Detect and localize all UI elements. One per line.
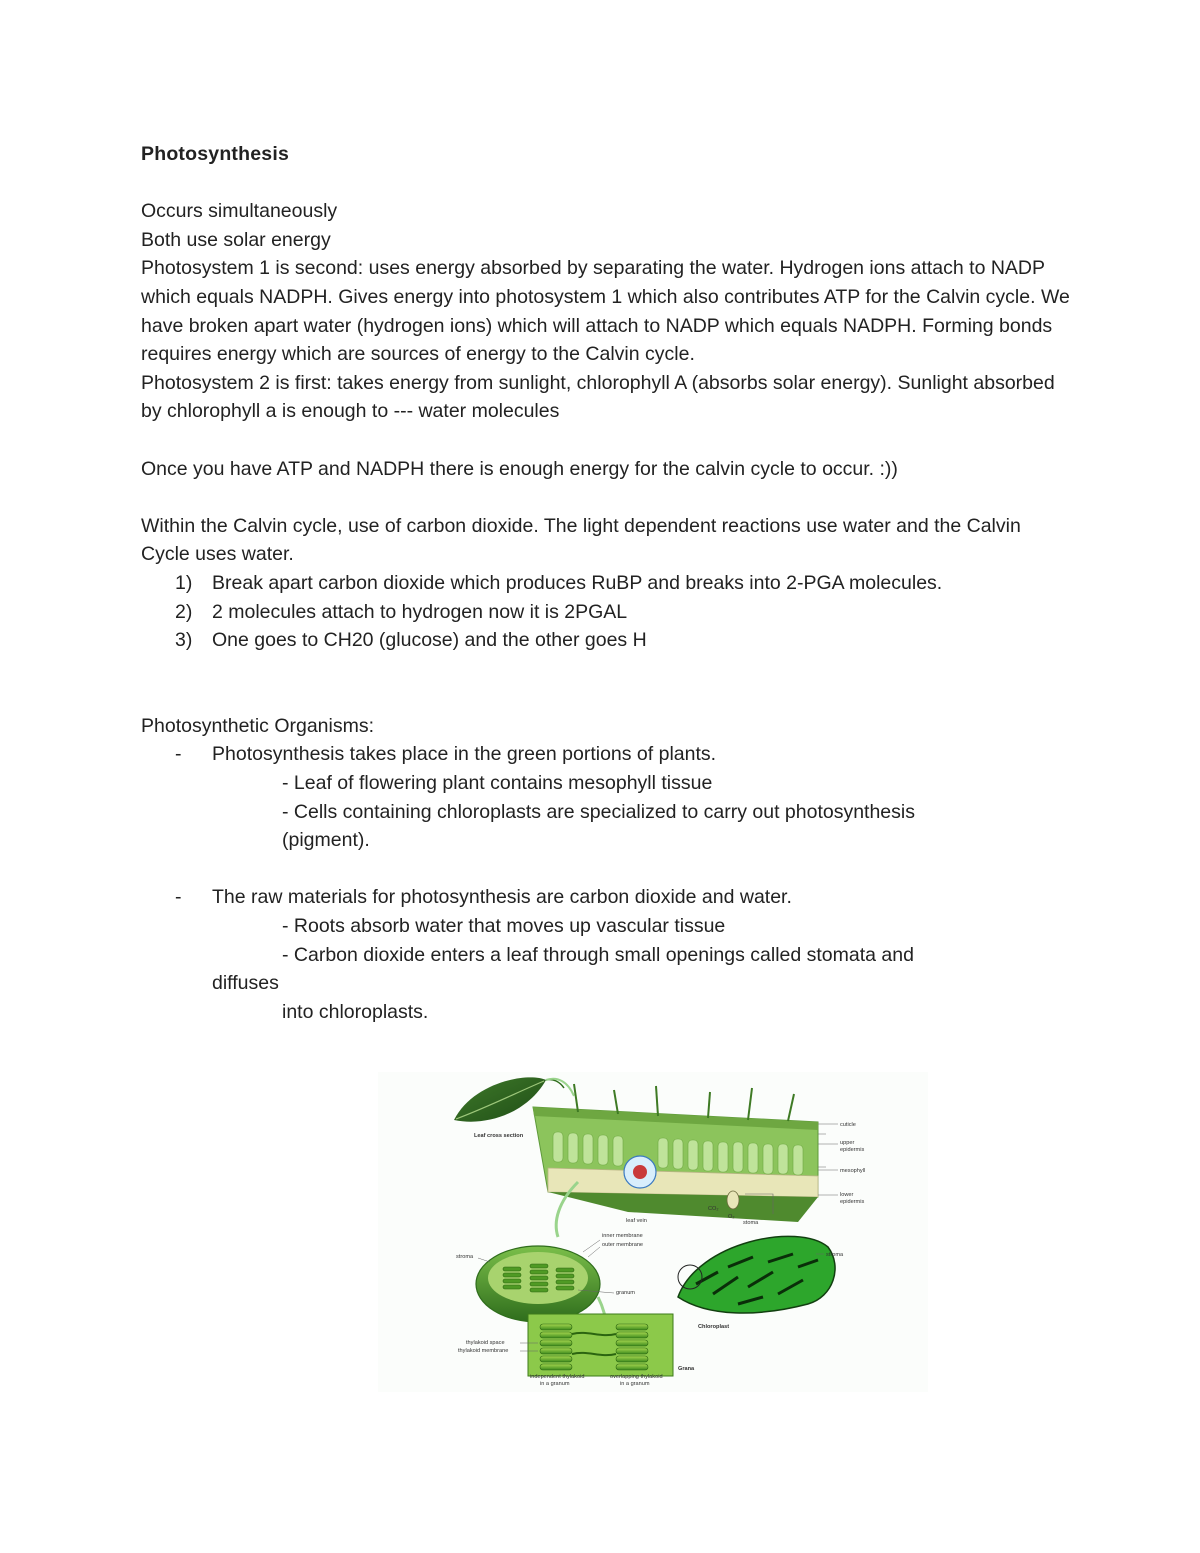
spacer <box>141 169 1071 198</box>
photosystem-1-paragraph: Photosystem 1 is second: uses energy absorbed by separating the water. Hydrogen ions attach to NADP which equals NADPH. Gives energy into photosystem 1 which also contributes ATP for the Calvin cycle. We have broken apart water (hydrogen ions) which will attach to NADP which equals NADPH. Forming bonds requires energy which are sources of energy to the Calvin cycle. <box>141 257 1070 366</box>
organisms-bullet <box>141 883 1071 912</box>
label-stoma: stoma <box>743 1220 759 1226</box>
intro-line: Occurs simultaneously <box>141 200 338 223</box>
diagram-svg <box>378 1072 928 1392</box>
label-overlapping-thylakoid: overlapping thylakoid <box>610 1374 663 1380</box>
bullet-dash: - <box>175 886 182 909</box>
step-number: 1) <box>175 571 193 594</box>
step-number: 2) <box>175 600 193 623</box>
label-thylakoid-space: thylakoid space <box>466 1340 505 1346</box>
label-thylakoid-membrane: thylakoid membrane <box>458 1348 509 1354</box>
spacer <box>141 483 1071 512</box>
bullet-text: Photosynthesis takes place in the green portions of plants. <box>212 743 717 766</box>
sub-bullet-continuation: into chloroplasts. <box>282 1000 429 1023</box>
organisms-bullet <box>141 740 1071 769</box>
label-lower: lower <box>840 1192 854 1198</box>
label-mesophyll: mesophyll <box>840 1168 866 1174</box>
label-grana: Grana <box>678 1366 695 1372</box>
label-leaf-vein: leaf vein <box>626 1218 647 1224</box>
label-independent-in-granum: in a granum <box>540 1381 570 1387</box>
step-number: 3) <box>175 629 193 652</box>
chloroplast-cutaway <box>476 1246 600 1322</box>
label-inner-membrane: inner membrane <box>602 1233 643 1239</box>
intro-line: Both use solar energy <box>141 228 331 251</box>
sub-bullet: - Roots absorb water that moves up vascular tissue <box>282 915 726 938</box>
label-overlapping-in-granum: in a granum <box>620 1381 650 1387</box>
label-independent-thylakoid: independent thylakoid <box>530 1374 585 1380</box>
label-outer-membrane: outer membrane <box>602 1242 644 1248</box>
label-o2: O₂ <box>728 1214 735 1220</box>
organisms-heading: Photosynthetic Organisms: <box>141 714 375 737</box>
sub-bullet-continuation: (pigment). <box>282 829 370 852</box>
bullet-dash: - <box>175 743 182 766</box>
calvin-paragraph: Within the Calvin cycle, use of carbon dioxide. The light dependent reactions use water and the Calvin Cycle uses water. <box>141 514 1021 566</box>
grana-closeup <box>528 1314 673 1376</box>
spacer <box>141 855 1071 884</box>
sub-bullet: - Leaf of flowering plant contains mesophyll tissue <box>282 772 713 795</box>
sub-bullet: - Cells containing chloroplasts are specialized to carry out photosynthesis <box>282 800 915 823</box>
label-cuticle: cuticle <box>840 1122 856 1128</box>
spacer <box>141 426 1071 455</box>
label-upper-epidermis: epidermis <box>840 1147 865 1153</box>
document-title: Photosynthesis <box>141 143 289 165</box>
label-stroma-left: stroma <box>456 1254 474 1260</box>
label-lower-epidermis: epidermis <box>840 1199 865 1205</box>
atp-nadph-line: Once you have ATP and NADPH there is enough energy for the calvin cycle to occur. :)) <box>141 457 898 480</box>
sub-bullet-continuation: diffuses <box>212 972 279 995</box>
photosystem-2-paragraph: Photosystem 2 is first: takes energy from sunlight, chlorophyll A (absorbs solar energy). Sunlight absorbed by chlorophyll a is enough to --- water molecules <box>141 371 1055 423</box>
label-upper: upper <box>840 1140 855 1146</box>
calvin-step <box>141 598 1071 627</box>
label-stroma-right: stroma <box>826 1252 844 1258</box>
leaf-chloroplast-diagram <box>378 1072 928 1392</box>
label-chloroplast: Chloroplast <box>698 1324 730 1330</box>
step-text: One goes to CH20 (glucose) and the other goes H <box>212 629 647 652</box>
calvin-step <box>141 626 1071 655</box>
calvin-step <box>141 569 1071 598</box>
sub-bullet: - Carbon dioxide enters a leaf through small openings called stomata and <box>282 943 914 966</box>
step-text: Break apart carbon dioxide which produces RuBP and breaks into 2-PGA molecules. <box>212 571 943 594</box>
label-leaf-cross-section: Leaf cross section <box>474 1133 524 1139</box>
label-granum: granum <box>616 1290 635 1296</box>
bullet-text: The raw materials for photosynthesis are carbon dioxide and water. <box>212 886 792 909</box>
document-page <box>141 140 1071 1026</box>
spacer <box>141 655 1071 712</box>
label-co2: CO₂ <box>708 1206 719 1212</box>
step-text: 2 molecules attach to hydrogen now it is 2PGAL <box>212 600 628 623</box>
